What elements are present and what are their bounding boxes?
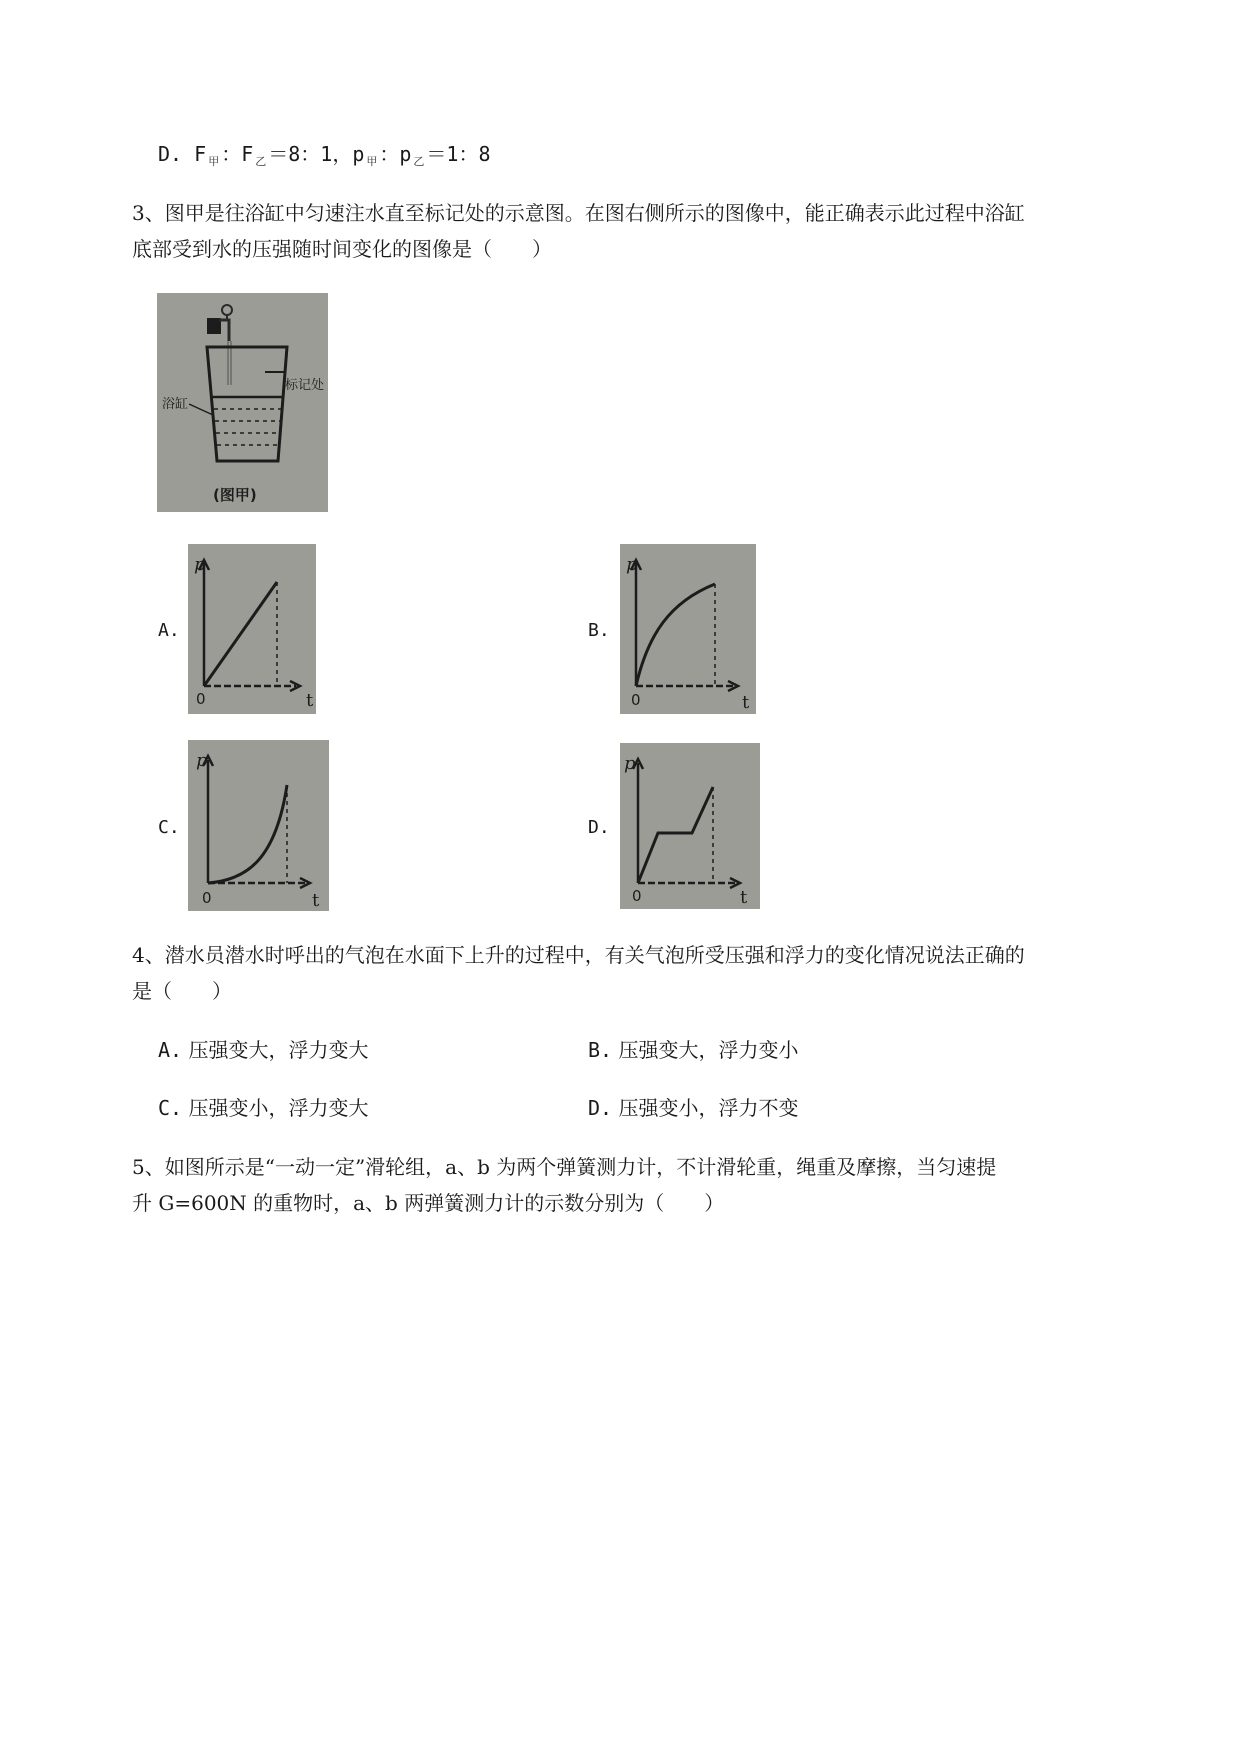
q3-option-b-label[interactable]: B. xyxy=(588,620,610,641)
water-fill xyxy=(214,409,281,445)
force-symbol: F xyxy=(194,142,207,166)
q4-stem-line1: 4、潜水员潜水时呼出的气泡在水面下上升的过程中，有关气泡所受压强和浮力的变化情况说法正确的 xyxy=(132,943,1025,967)
q5-stem-line1: 5、如图所示是“一动一定”滑轮组，a、b 为两个弹簧测力计，不计滑轮重，绳重及摩擦，当匀速提 xyxy=(132,1155,997,1179)
subscript-yi: 乙 xyxy=(255,155,267,168)
q4-option-a[interactable] xyxy=(158,1036,368,1064)
pressure-symbol: p xyxy=(352,142,365,166)
q4-option-a-text: 压强变大，浮力变大 xyxy=(188,1038,369,1062)
subscript-jia: 甲 xyxy=(366,155,378,168)
force-symbol: F xyxy=(241,142,254,166)
q3-stem-line2: 底部受到水的压强随时间变化的图像是（ ） xyxy=(132,237,552,261)
pressure-symbol: p xyxy=(399,142,412,166)
graph-curve xyxy=(636,584,715,686)
q4-option-a-label: A. xyxy=(158,1038,183,1062)
q4-option-b-text: 压强变大，浮力变小 xyxy=(618,1038,799,1062)
colon: ： xyxy=(379,142,400,166)
graph-b xyxy=(620,544,756,714)
subscript-jia: 甲 xyxy=(208,155,220,168)
subscript-yi: 乙 xyxy=(413,155,425,168)
figure-caption: (图甲) xyxy=(213,486,257,504)
origin-label: 0 xyxy=(632,887,642,905)
q3-option-c-label[interactable]: C. xyxy=(158,817,180,838)
graph-d xyxy=(620,743,760,909)
tub-label: 浴缸 xyxy=(162,397,189,412)
q2-option-d-label: D. xyxy=(158,142,183,166)
y-axis-label: p xyxy=(194,554,206,575)
q4-option-c-label: C. xyxy=(158,1096,183,1120)
force-ratio: ＝8：1， xyxy=(268,142,353,166)
q4-stem-line2: 是（ ） xyxy=(132,979,232,1003)
bathtub-diagram xyxy=(157,293,328,512)
graph-curve xyxy=(208,785,287,883)
q4-option-b-label: B. xyxy=(588,1038,613,1062)
x-axis-label: t xyxy=(740,887,748,908)
q3-option-a-label[interactable]: A. xyxy=(158,620,180,641)
mark-label: 标记处 xyxy=(285,378,325,393)
x-axis-label: t xyxy=(306,690,314,711)
q4-option-b[interactable] xyxy=(588,1036,798,1064)
q4-option-d-label: D. xyxy=(588,1096,613,1120)
q2-option-d xyxy=(158,140,491,176)
y-axis-label: p xyxy=(624,753,636,774)
q4-option-d[interactable] xyxy=(588,1094,798,1122)
bathtub-figure xyxy=(157,293,328,512)
tub-outline xyxy=(207,347,287,461)
y-axis-label: p xyxy=(196,750,208,771)
graph-c xyxy=(188,740,329,911)
q3-option-a-graph[interactable] xyxy=(188,544,316,714)
y-axis-label: p xyxy=(626,554,638,575)
origin-label: 0 xyxy=(196,690,206,708)
x-axis-label: t xyxy=(312,890,320,911)
q3-option-b-graph[interactable] xyxy=(620,544,756,714)
q4-option-c-text: 压强变小，浮力变大 xyxy=(188,1096,369,1120)
q5-stem-line2: 升 G=600N 的重物时，a、b 两弹簧测力计的示数分别为（ ） xyxy=(132,1191,725,1215)
q3-option-d-graph[interactable] xyxy=(620,743,760,909)
pressure-ratio: ＝1：8 xyxy=(426,142,491,166)
q3-stem-line1: 3、图甲是往浴缸中匀速注水直至标记处的示意图。在图右侧所示的图像中，能正确表示此过程中浴缸 xyxy=(132,201,1025,225)
graph-a xyxy=(188,544,316,714)
faucet-icon xyxy=(207,318,221,334)
graph-curve xyxy=(204,582,277,686)
graph-curve xyxy=(638,787,713,883)
q3-option-d-label[interactable]: D. xyxy=(588,817,610,838)
q3-option-c-graph[interactable] xyxy=(188,740,329,911)
q4-option-c[interactable] xyxy=(158,1094,368,1122)
x-axis-label: t xyxy=(742,692,750,713)
origin-label: 0 xyxy=(202,889,212,907)
colon: ： xyxy=(221,142,242,166)
q4-option-d-text: 压强变小，浮力不变 xyxy=(618,1096,799,1120)
origin-label: 0 xyxy=(631,691,641,709)
